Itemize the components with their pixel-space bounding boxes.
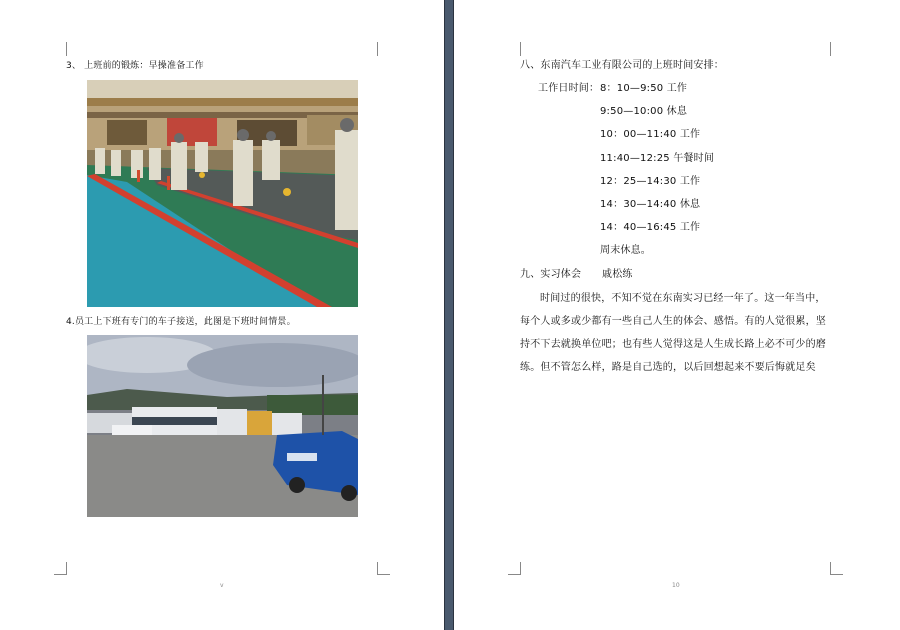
crop-mark bbox=[377, 562, 390, 575]
paragraph-line: 持不下去就换单位吧；也有些人觉得这是人生成长路上必不可少的磨 bbox=[520, 339, 826, 350]
paragraph-line: 时间过的很快，不知不觉在东南实习已经一年了。这一年当中， bbox=[540, 293, 826, 304]
schedule-label: 工作日时间： bbox=[538, 83, 600, 94]
page-number: 10 bbox=[672, 582, 680, 589]
section-9-author: 戚松练 bbox=[602, 269, 633, 280]
schedule-row: 14：30—14:40 休息 bbox=[600, 199, 701, 210]
crop-mark bbox=[520, 42, 521, 56]
bus-parking-photo bbox=[87, 335, 358, 517]
section-8-title: 八、东南汽车工业有限公司的上班时间安排： bbox=[520, 60, 724, 71]
factory-exercise-photo bbox=[87, 80, 358, 307]
crop-mark bbox=[54, 562, 67, 575]
paragraph-line: 练。但不管怎么样，路是自己选的，以后回想起来不要后悔就足矣 bbox=[520, 362, 816, 373]
schedule-row: 9:50—10:00 休息 bbox=[600, 106, 688, 117]
crop-mark bbox=[830, 562, 843, 575]
page-number: v bbox=[220, 582, 224, 589]
crop-mark bbox=[377, 42, 378, 56]
schedule-row: 周末休息。 bbox=[600, 245, 651, 256]
schedule-row: 8：10—9:50 工作 bbox=[600, 83, 688, 94]
section-heading-3: 3、 上班前的锻炼：早操准备工作 bbox=[66, 61, 204, 71]
crop-mark bbox=[508, 562, 521, 575]
schedule-row: 11:40—12:25 午餐时间 bbox=[600, 153, 715, 164]
document-page-left bbox=[0, 0, 444, 630]
schedule-row: 12：25—14:30 工作 bbox=[600, 176, 701, 187]
schedule-row: 14：40—16:45 工作 bbox=[600, 222, 701, 233]
section-9-title: 九、实习体会 bbox=[520, 269, 582, 280]
schedule-row: 10：00—11:40 工作 bbox=[600, 129, 701, 140]
crop-mark bbox=[66, 42, 67, 56]
section-heading-4: 4.员工上下班有专门的车子接送，此图是下班时间情景。 bbox=[66, 317, 296, 327]
paragraph-line: 每个人或多或少都有一些自己人生的体会、感悟。有的人觉很累，坚 bbox=[520, 316, 826, 327]
document-page-right bbox=[454, 0, 900, 630]
crop-mark bbox=[830, 42, 831, 56]
